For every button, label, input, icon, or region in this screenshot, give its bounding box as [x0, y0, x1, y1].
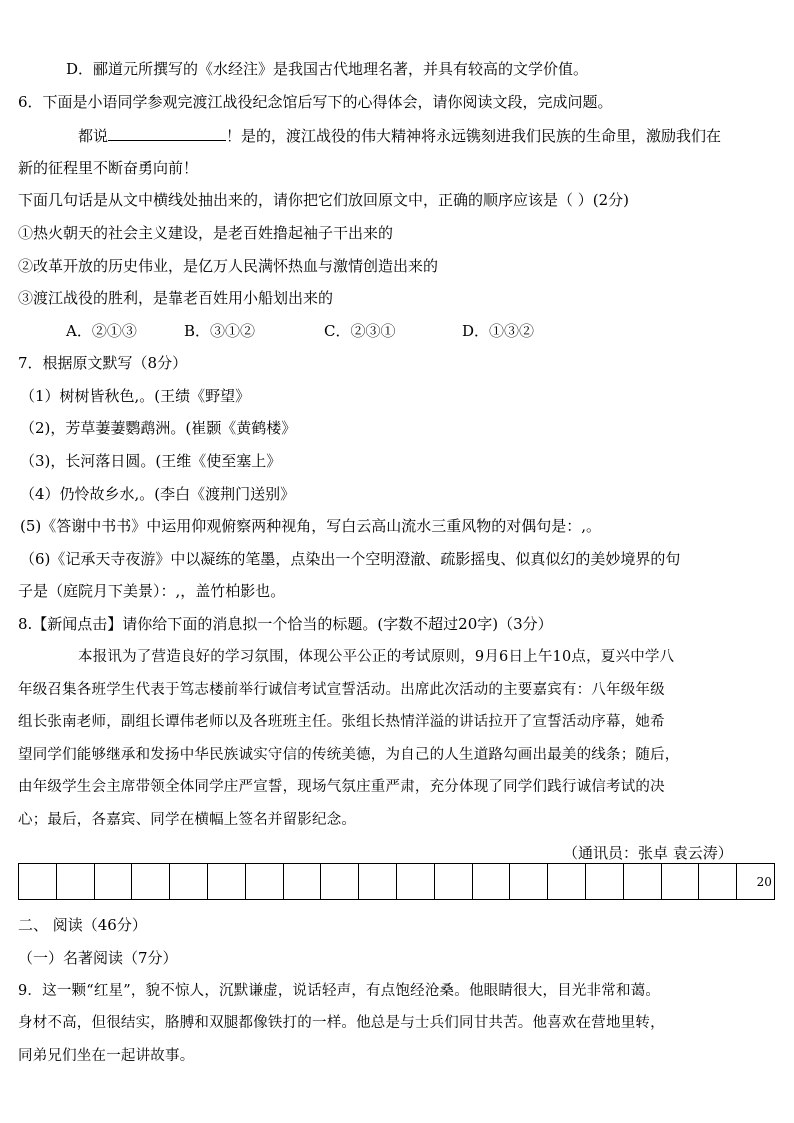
grid-cell[interactable] [699, 864, 737, 899]
section2-sub1: （一）名著阅读（7分） [18, 949, 178, 967]
q6-instruction: 下面几句话是从文中横线处抽出来的，请你把它们放回原文中，正确的顺序应该是（ ）(2分) [18, 191, 630, 209]
grid-cell[interactable] [321, 864, 359, 899]
grid-cell[interactable] [510, 864, 548, 899]
grid-cell[interactable] [662, 864, 700, 899]
grid-cell[interactable] [19, 864, 57, 899]
q6-option-a: A．②①③ [66, 322, 137, 340]
grid-cell[interactable] [95, 864, 133, 899]
q6-item-2: ②改革开放的历史伟业，是亿万人民满怀热血与激情创造出来的 [18, 257, 439, 275]
grid-cell-last[interactable] [737, 864, 774, 899]
q6-item-3: ③渡江战役的胜利，是靠老百姓用小船划出来的 [18, 289, 334, 307]
q7-item-2: （2)，芳草萋萋鹦鹉洲。(崔颢《黄鹤楼》 [20, 419, 297, 437]
grid-cell[interactable] [246, 864, 284, 899]
q7-stem: 7．根据原文默写（8分） [18, 354, 188, 372]
q7-item-6: （6)《记承天寺夜游》中以凝练的笔墨，点染出一个空明澄澈、疏影摇曳、似真似幻的美妙境界的句 [20, 550, 681, 568]
q5-option-d: D．郦道元所撰写的《水经注》是我国古代地理名著，并具有较高的文学价值。 [66, 60, 589, 78]
grid-cell[interactable] [624, 864, 662, 899]
grid-cell[interactable] [132, 864, 170, 899]
q7-item-6-cont: 子是（庭院月下美景）：,，盖竹柏影也。 [18, 582, 286, 600]
grid-cell[interactable] [208, 864, 246, 899]
grid-count-label: 20 [756, 875, 772, 889]
news-line-2: 年级召集各班学生代表于笃志楼前举行诚信考试宣誓活动。出席此次活动的主要嘉宾有：八年级年级 [18, 682, 665, 698]
q6-paragraph-line1 [78, 125, 721, 146]
news-line-4: 望同学们能够继承和发扬中华民族诚实守信的传统美德，为自己的人生道路勾画出最美的线条；随后， [18, 747, 680, 763]
grid-cell[interactable] [586, 864, 624, 899]
news-line-3: 组长张南老师，副组长谭伟老师以及各班班主任。张组长热情洋溢的讲话拉开了宣誓活动序幕，她希 [18, 714, 665, 730]
grid-cell[interactable] [548, 864, 586, 899]
news-line-1: 本报讯为了营造良好的学习氛围，体现公平公正的考试原则，9月6日上午10点，夏兴中学八 [78, 649, 675, 665]
q6-options [66, 321, 534, 341]
q6-stem: 6．下面是小语同学参观完渡江战役纪念馆后写下的心得体会，请你阅读文段，完成问题。 [18, 93, 613, 111]
section2-title: 二、 阅读（46分） [18, 916, 147, 934]
q6-paragraph-line2: 新的征程里不断奋勇向前！ [18, 159, 199, 177]
q7-item-5: (5)《答谢中书书》中运用仰观俯察两种视角，写白云高山流水三重风物的对偶句是：,。 [20, 517, 602, 535]
grid-cell[interactable] [170, 864, 208, 899]
answer-grid[interactable] [18, 863, 775, 900]
grid-cell[interactable] [397, 864, 435, 899]
q9-line-3: 同弟兄们坐在一起讲故事。 [18, 1048, 195, 1064]
q7-item-3: （3)，长河落日圆。(王维《使至塞上》 [20, 452, 282, 470]
q6-item-1: ①热火朝天的社会主义建设，是老百姓撸起袖子干出来的 [18, 224, 394, 242]
news-line-6: 心；最后，各嘉宾、同学在横幅上签名并留影纪念。 [18, 812, 357, 828]
q7-item-1: （1）树树皆秋色,。(王绩《野望》 [20, 387, 251, 405]
q9-line-1: 9．这一颗“红星”，貌不惊人，沉默谦虚，说话轻声，有点饱经沧桑。他眼睛很大，目光非常和蔼。 [18, 983, 661, 999]
news-reporter: （通讯员：张卓 袁云涛） [563, 844, 733, 862]
q9-line-2: 身材不高，但很结实，胳膊和双腿都像铁打的一样。他总是与士兵们同甘共苦。他喜欢在营地里转， [18, 1015, 665, 1031]
fill-blank [108, 125, 226, 141]
q6-option-b: B．③①② [184, 322, 256, 340]
q6-option-c: C．②③① [324, 322, 396, 340]
grid-cell[interactable] [359, 864, 397, 899]
q7-item-4: （4）仍怜故乡水,。(李白《渡荆门送别》 [20, 485, 296, 503]
q6-option-d: D．①③② [462, 322, 535, 340]
grid-cell[interactable] [284, 864, 322, 899]
q6-para-start: 都说 [78, 127, 109, 145]
news-line-5: 由年级学生会主席带领全体同学庄严宣誓，现场气氛庄重严肃，充分体现了同学们践行诚信考试的决 [18, 779, 665, 795]
q6-para-rest: ！是的，渡江战役的伟大精神将永远镌刻进我们民族的生命里，激励我们在 [226, 127, 722, 145]
grid-cell[interactable] [435, 864, 473, 899]
grid-cell[interactable] [57, 864, 95, 899]
q8-stem: 8.【新闻点击】请你给下面的消息拟一个恰当的标题。(字数不超过20字)（3分） [18, 615, 553, 633]
grid-cell[interactable] [473, 864, 511, 899]
